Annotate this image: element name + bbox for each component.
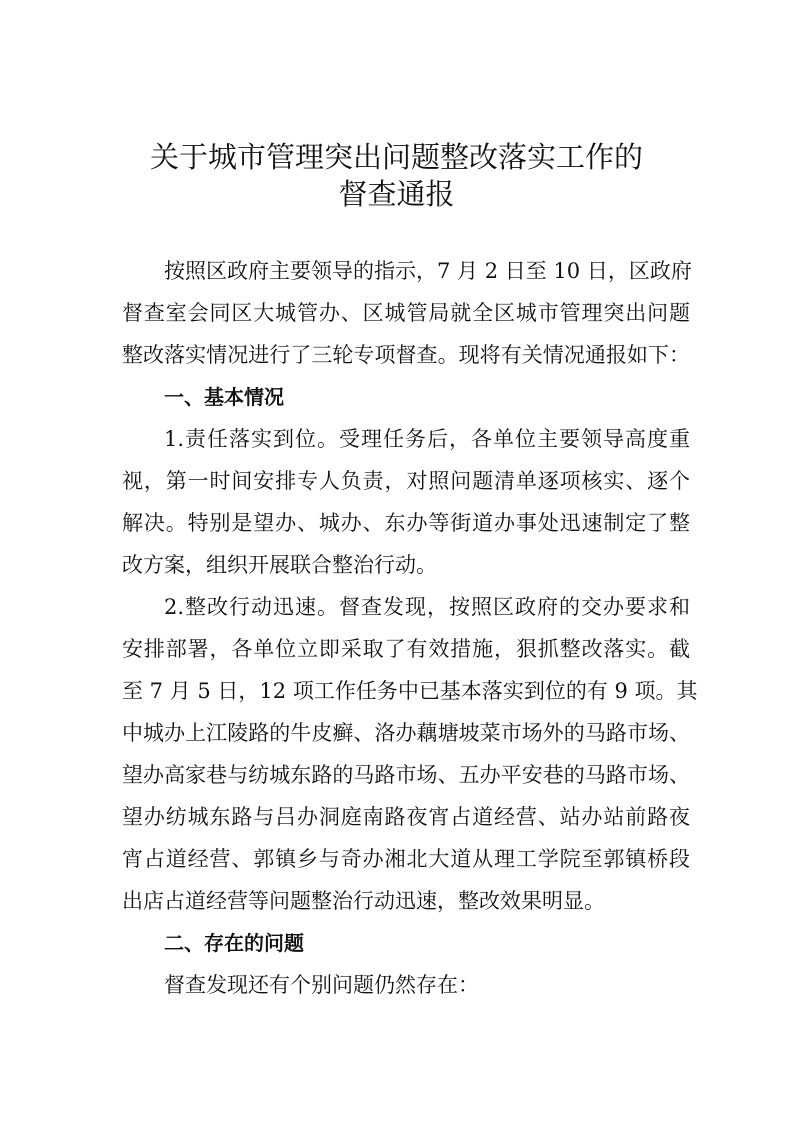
item1-line: 改方案，组织开展联合整治行动。 [122,553,437,577]
item2-line: 安排部署，各单位立即采取了有效措施，狠抓整改落实。截 [122,637,690,661]
section-heading-basic: 一、基本情况 [164,385,284,409]
item2-line: 宵占道经营、郭镇乡与奇办湘北大道从理工学院至郭镇桥段 [122,847,690,871]
intro-line: 督查室会同区大城管办、区城管局就全区城市管理突出问题 [122,301,690,325]
document-title [0,139,793,213]
item2-line: 出店占道经营等问题整治行动迅速，整改效果明显。 [122,889,605,913]
intro-line: 整改落实情况进行了三轮专项督查。现将有关情况通报如下： [122,343,690,367]
item2-line: 2.整改行动迅速。督查发现，按照区政府的交办要求和 [164,595,690,619]
item2-line: 中城办上江陵路的牛皮癣、洛办藕塘坡菜市场外的马路市场、 [122,721,690,745]
title-line-2: 督查通报 [338,177,455,211]
section2-intro: 督查发现还有个别问题仍然存在： [164,973,479,997]
item1-line: 解决。特别是望办、城办、东办等街道办事处迅速制定了整 [122,511,690,535]
intro-line: 按照区政府主要领导的指示，7 月 2 日至 10 日，区政府 [164,259,692,283]
document-body [122,250,698,1006]
item2-line: 望办纺城东路与吕办洞庭南路夜宵占道经营、站办站前路夜 [122,805,690,829]
item1-line: 视，第一时间安排专人负责，对照问题清单逐项核实、逐个 [122,469,690,493]
title-line-1: 关于城市管理突出问题整改落实工作的 [149,140,643,174]
item2-line: 望办高家巷与纺城东路的马路市场、五办平安巷的马路市场、 [122,763,690,787]
item1-line: 1.责任落实到位。受理任务后，各单位主要领导高度重 [164,427,690,451]
item2-line: 至 7 月 5 日，12 项工作任务中已基本落实到位的有 9 项。其 [122,679,698,703]
section-heading-problems: 二、存在的问题 [164,931,304,955]
